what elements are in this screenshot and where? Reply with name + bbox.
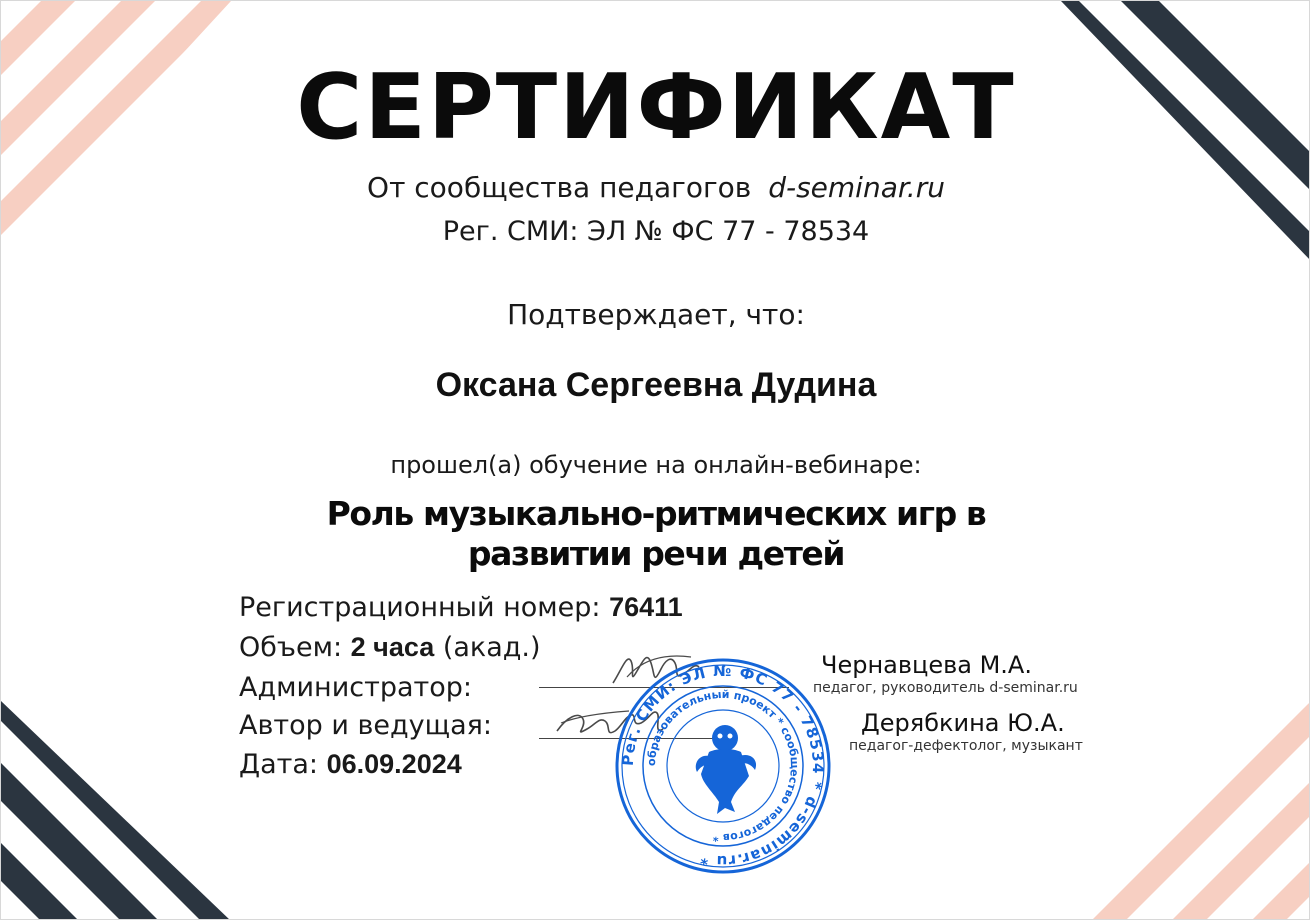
volume-suffix: (акад.) (442, 632, 541, 663)
date-value: 06.09.2024 (326, 749, 462, 779)
signatory-name: Чернавцева М.А. (821, 651, 1032, 679)
administrator-field (239, 672, 472, 703)
stamp-inner-text: образовательный проект * сообщество педагогов * (644, 687, 802, 845)
webinar-topic (1, 494, 1310, 574)
webinar-topic-line-1: Роль музыкально-ритмических игр в (326, 494, 986, 533)
issuer-site: d-seminar.ru (768, 171, 945, 204)
registration-number-field (239, 592, 683, 623)
volume-label: Объем: (239, 632, 343, 663)
date-field (239, 749, 462, 780)
recipient-name: Оксана Сергеевна Дудина (435, 366, 877, 404)
confirms-text: Подтверждает, что: (507, 298, 805, 331)
author-label: Автор и ведущая: (239, 710, 492, 741)
registration-number-label: Регистрационный номер: (239, 592, 601, 623)
registration-number-value: 76411 (609, 592, 683, 622)
volume-field (239, 632, 541, 663)
media-registration: Рег. СМИ: ЭЛ № ФС 77 - 78534 (442, 216, 870, 247)
issuer-text: От сообщества педагогов (367, 171, 752, 204)
completed-text: прошел(а) обучение на онлайн-вебинаре: (390, 451, 922, 479)
signatory-role: педагог-дефектолог, музыкант (849, 738, 1083, 754)
signatory-author (849, 709, 1083, 754)
stamp-outer-text: Рег. СМИ: ЭЛ № ФС 77 - 78534 * d-seminar.ru * (618, 661, 828, 871)
webinar-topic-line-2: развитии речи детей (467, 534, 845, 573)
issuer-line (1, 171, 1310, 204)
date-label: Дата: (239, 749, 319, 780)
certificate-title: СЕРТИФИКАТ (296, 55, 1016, 160)
signatory-name: Дерябкина Ю.А. (861, 709, 1065, 737)
signatory-administrator (813, 651, 1078, 696)
author-field (239, 710, 492, 741)
administrator-label: Администратор: (239, 672, 472, 703)
signatory-role: педагог, руководитель d-seminar.ru (813, 680, 1078, 696)
seal-stamp (613, 656, 833, 876)
volume-value: 2 часа (350, 632, 435, 662)
stamp-emblem-icon (696, 725, 756, 814)
